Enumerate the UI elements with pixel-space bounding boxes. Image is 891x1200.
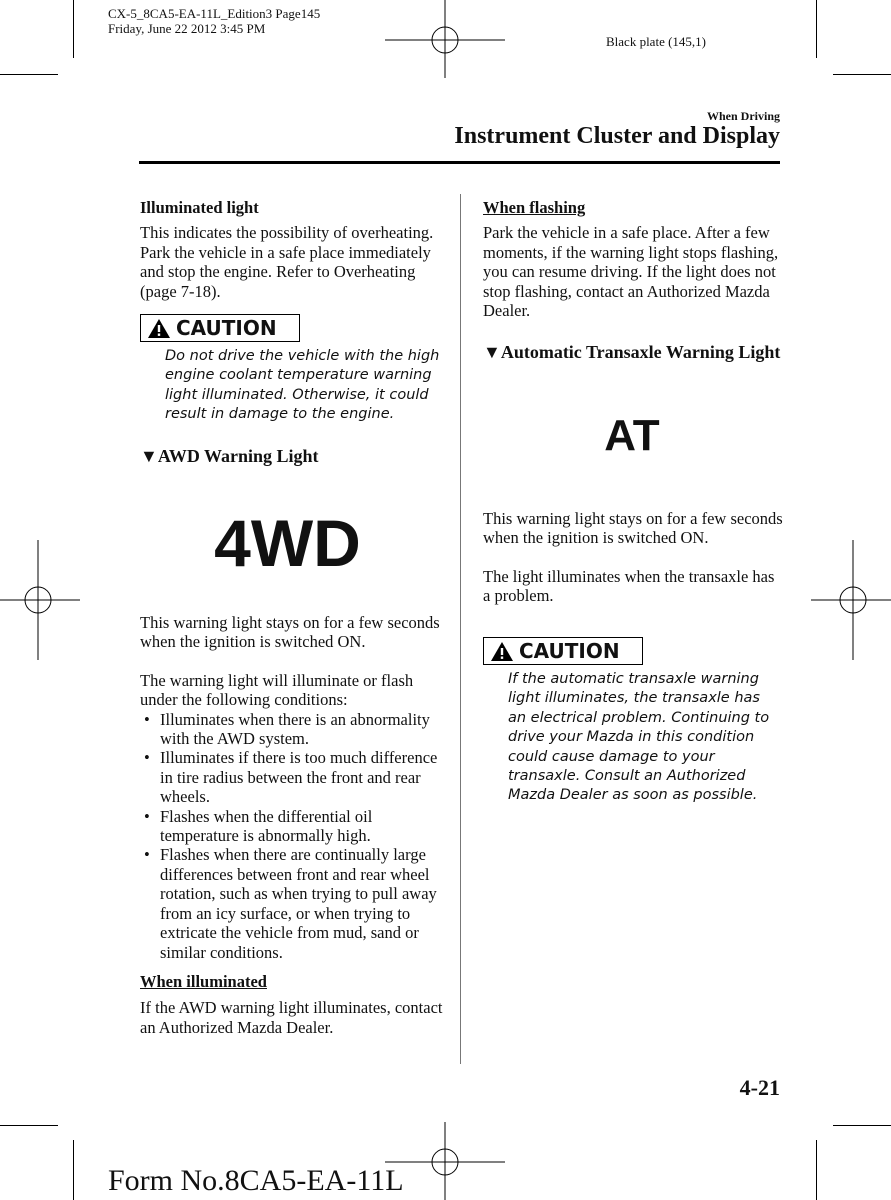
slug-line-1: CX-5_8CA5-EA-11L_Edition3 Page145 <box>108 6 321 21</box>
illuminated-light-text: This indicates the possibility of overheating. Park the vehicle in a safe place immediately and stop the engine. Refer to Overheating (page 7-18). <box>140 223 434 301</box>
plate-label: Black plate (145,1) <box>606 34 706 49</box>
when-illuminated-text: If the AWD warning light illuminates, contact an Authorized Mazda Dealer. <box>140 998 443 1037</box>
crop-mark-bottom-right-v <box>816 1140 817 1200</box>
awd-paragraph-1: This warning light stays on for a few seconds when the ignition is switched ON. <box>140 613 440 652</box>
registration-mark-right <box>811 540 891 660</box>
left-column <box>140 198 440 301</box>
crop-mark-bottom-right-h <box>833 1125 891 1126</box>
caution-box-right <box>483 637 643 665</box>
at-paragraph-2: The light illuminates when the transaxle has a problem. <box>483 566 775 606</box>
right-column-body <box>483 509 783 606</box>
crop-mark-top-left-h <box>0 74 58 75</box>
list-item: • Flashes when the differential oil temperature is abnormally high. <box>140 807 445 846</box>
page-number: 4-21 <box>739 1075 780 1100</box>
right-column <box>483 198 783 320</box>
illuminated-light-heading: Illuminated light <box>140 198 259 217</box>
list-item: • Illuminates when there is an abnormality with the AWD system. <box>140 710 445 749</box>
caution-label-right: CAUTION <box>519 639 620 663</box>
awd-warning-heading: ▼AWD Warning Light <box>140 446 319 466</box>
awd-paragraph-2: The warning light will illuminate or flash under the following conditions: <box>140 670 414 710</box>
section-label: When Driving <box>706 109 780 123</box>
crop-mark-top-right-h <box>833 74 891 75</box>
warning-triangle-icon <box>490 641 514 662</box>
page-title: Instrument Cluster and Display <box>454 123 780 149</box>
when-illuminated-heading: When illuminated <box>140 971 267 991</box>
print-slug <box>108 6 320 36</box>
form-number-footer: Form No.8CA5-EA-11L <box>108 1164 404 1197</box>
slug-line-2: Friday, June 22 2012 3:45 PM <box>108 21 266 36</box>
caution-text-left: Do not drive the vehicle with the high engine coolant temperature warning light illuminated. Otherwise, it could result in damage to the engine. <box>165 348 440 423</box>
column-divider <box>460 194 461 1064</box>
crop-mark-bottom-left-h <box>0 1125 58 1126</box>
left-column-body <box>140 613 445 1037</box>
caution-text-right: If the automatic transaxle warning light illuminates, the transaxle has an electrical problem. Continuing to drive your Mazda in this condition could cause damage to your transaxle. Consult an Authorized Mazda Dealer as soon as possible. <box>508 671 770 804</box>
registration-mark-top <box>385 0 505 78</box>
registration-mark-left <box>0 540 80 660</box>
at-paragraph-1: This warning light stays on for a few seconds when the ignition is switched ON. <box>483 509 783 548</box>
at-symbol: AT <box>604 411 660 460</box>
caution-label-left: CAUTION <box>176 316 277 340</box>
when-flashing-heading: When flashing <box>483 198 586 217</box>
crop-mark-bottom-left-v <box>73 1140 74 1200</box>
header-rule <box>139 161 780 164</box>
at-warning-heading: ▼Automatic Transaxle Warning Light <box>483 342 781 362</box>
awd-4wd-symbol: 4WD <box>214 506 361 580</box>
awd-conditions-list <box>140 710 445 962</box>
list-item: • Flashes when there are continually large differences between front and rear wheel rotation, such as when trying to pull away from an icy surface, or when trying to extricate the vehicle from mud, sand or similar conditions. <box>140 845 445 961</box>
warning-triangle-icon <box>147 318 171 339</box>
when-flashing-text: Park the vehicle in a safe place. After a few moments, if the warning light stops flashing, you can resume driving. If the light does not stop flashing, contact an Authorized Mazda Dealer. <box>483 223 779 321</box>
caution-box-left <box>140 314 300 342</box>
list-item: • Illuminates if there is too much difference in tire radius between the front and rear wheels. <box>140 748 445 806</box>
crop-mark-top-right-v <box>816 0 817 58</box>
crop-mark-top-left-v <box>73 0 74 58</box>
